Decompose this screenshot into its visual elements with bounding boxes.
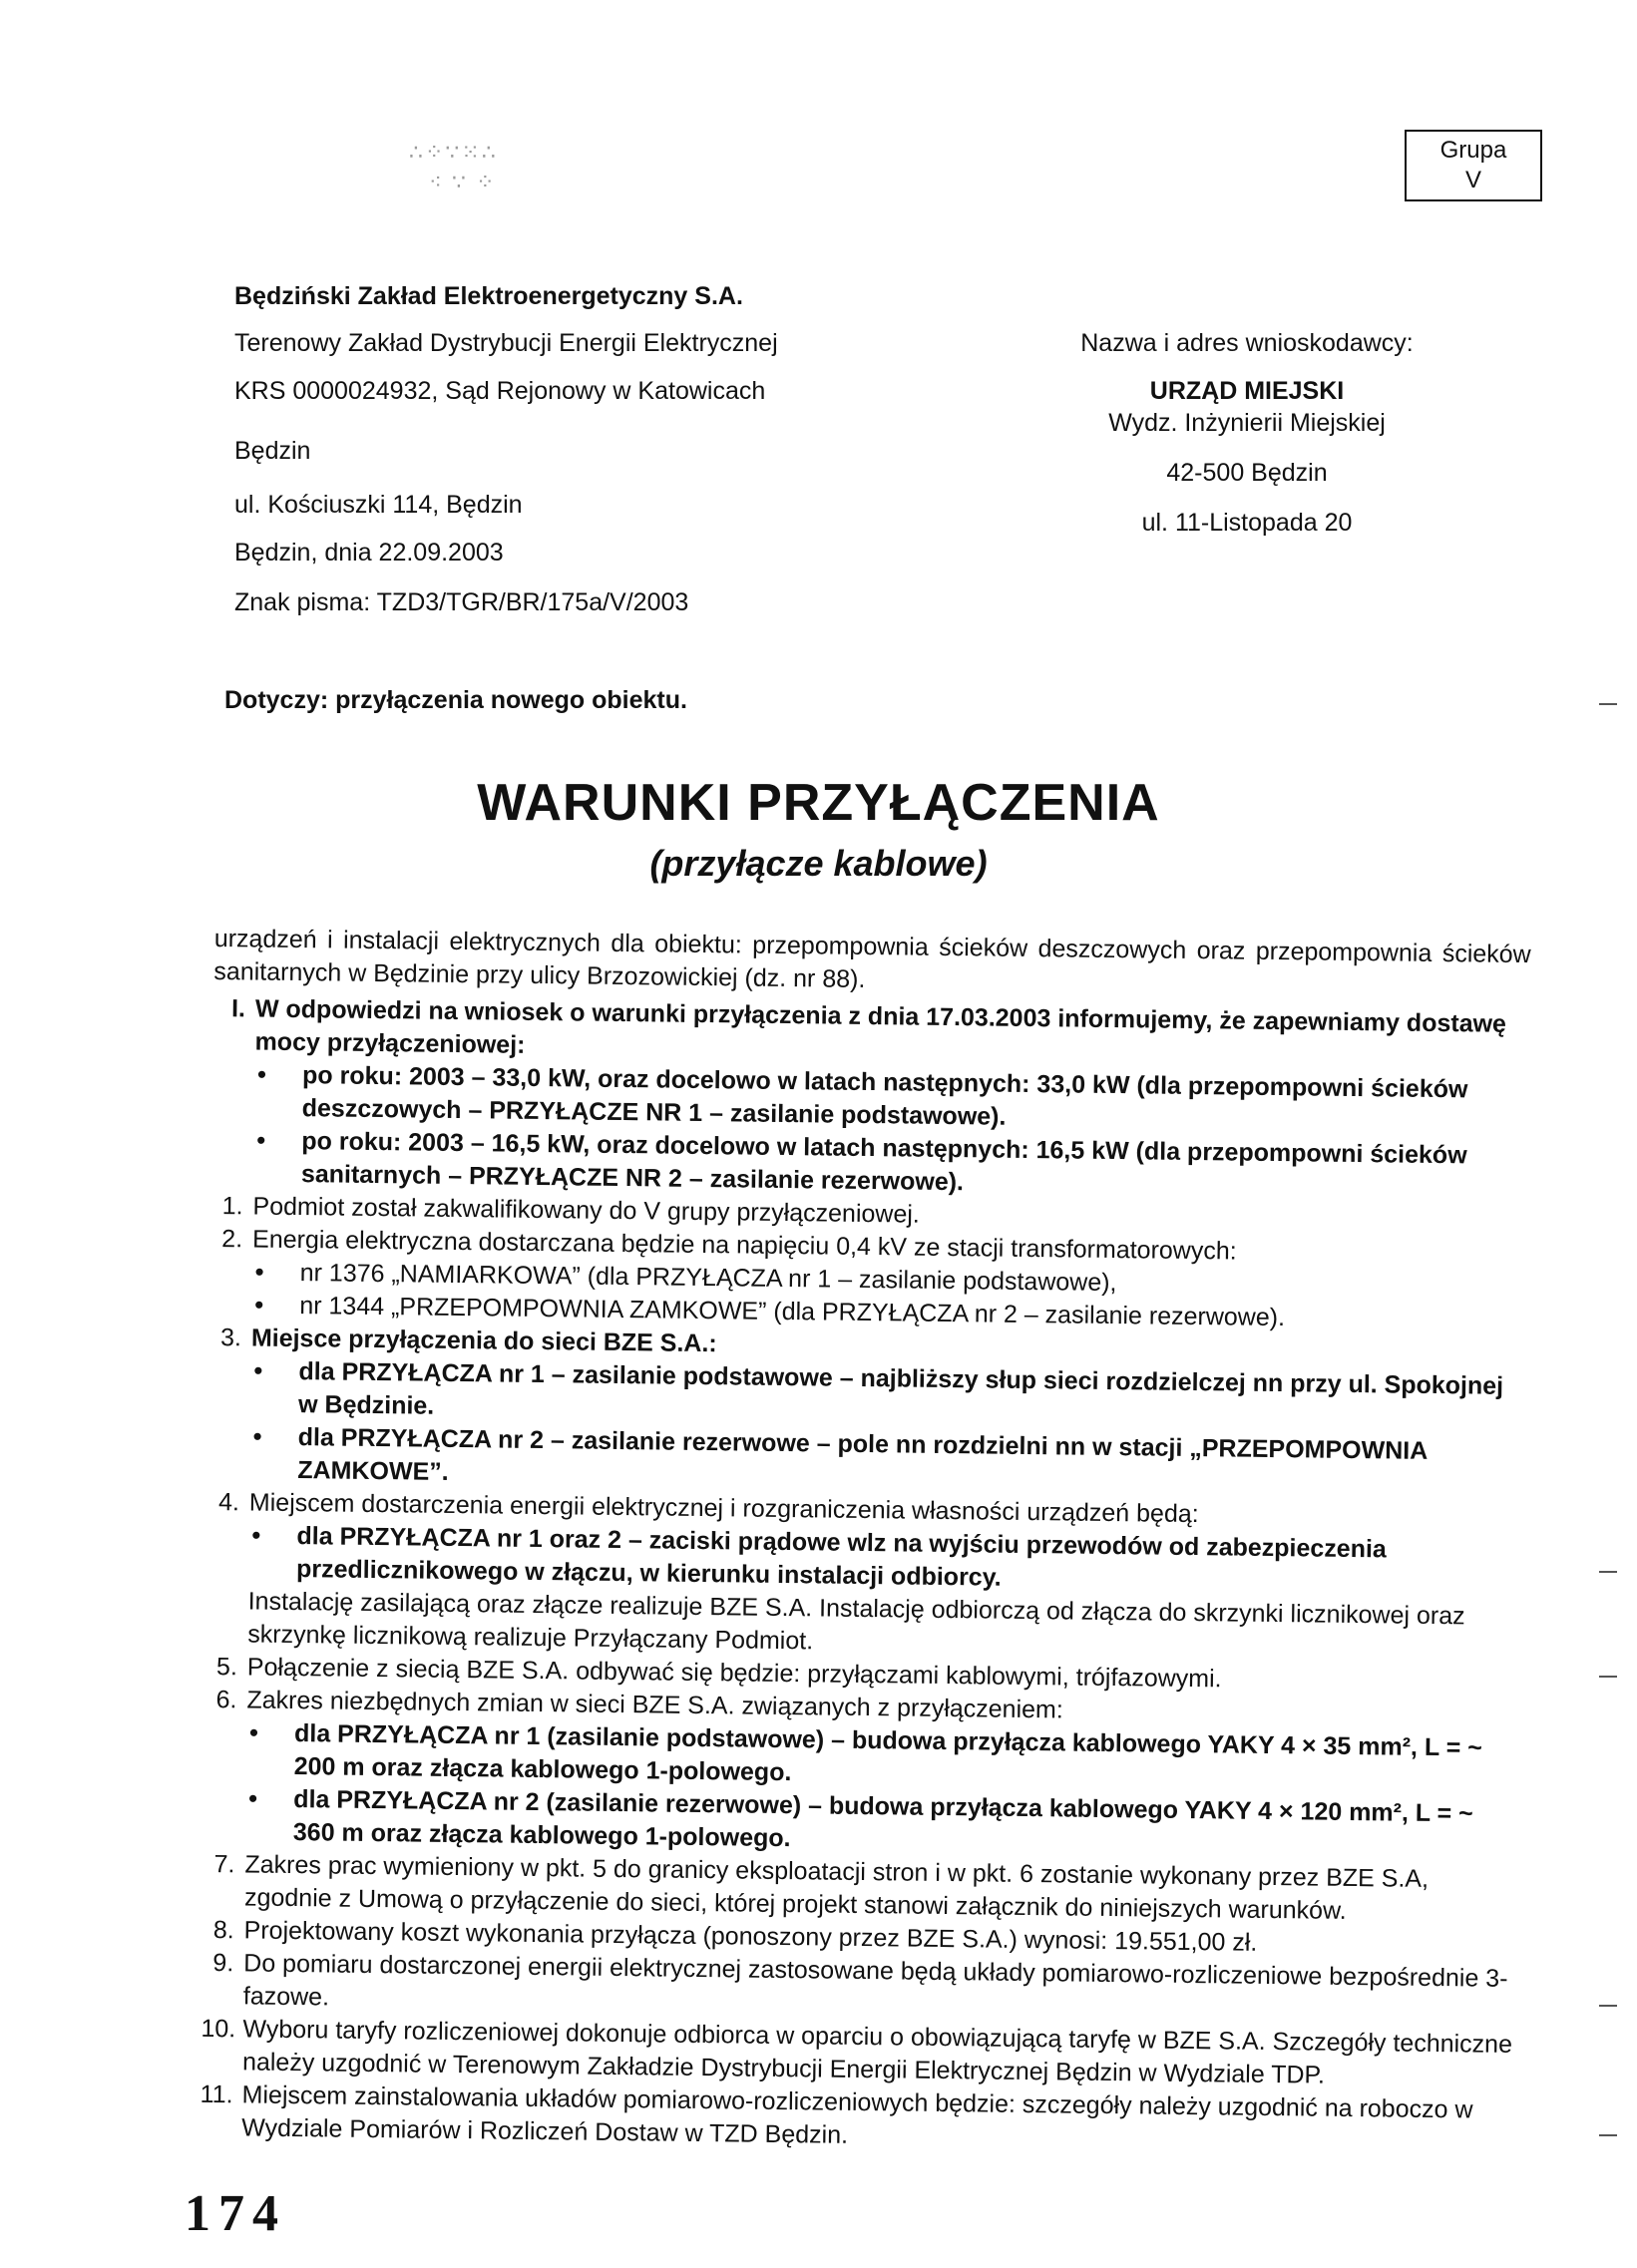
document-body [200,923,1531,2160]
sender-krs: KRS 0000024932, Sąd Rejonowy w Katowicach [234,377,766,405]
condition-bullet: • dla PRZYŁĄCZA nr 2 – zasilanie rezerwowe – pole nn rozdzielni nn w stacji „PRZEPOMPOWNIA ZAMKOWE”. [207,1420,1525,1502]
letter-date: Będzin, dnia 22.09.2003 [234,539,504,567]
scan-artifact: ⁖ ∵ ⁘ [429,170,497,194]
condition-text: Połączenie z siecią BZE S.A. odbywać się będzie: przyłączami kablowymi, trójfazowymi. [246,1653,1222,1694]
condition-text: Projektowany koszt wykonania przyłącza (ponoszony przez BZE S.A.) wynosi: 19.551,00 zł. [243,1916,1258,1957]
condition-bullet: • nr 1376 „NAMIARKOWA” (dla PRZYŁĄCZA nr 1 – zasilanie podstawowe), [210,1256,1527,1305]
margin-mark [1599,2134,1617,2136]
condition-number: 7. [213,1850,235,1879]
condition-number: 6. [215,1686,237,1714]
condition-text: Zakres niezbędnych zmian w sieci BZE S.A. związanych z przyłączeniem: [246,1686,1063,1724]
margin-mark [1599,1676,1617,1678]
document-subtitle: (przyłącze kablowe) [649,843,988,884]
sender-company: Będziński Zakład Elektroenergetyczny S.A. [234,282,743,310]
sender-city: Będzin [234,437,311,465]
condition-text: Do pomiaru dostarczonej energii elektrycznej zastosowane będą układy pomiarowo-rozliczeniowe bezpośrednie 3-fazowe. [242,1949,1508,2012]
section-i-number: I. [230,994,246,1023]
condition-bullet: • dla PRZYŁĄCZA nr 1 – zasilanie podstawowe – najbliższy słup sieci rozdzielczej nn przy ul. Spokojnej w Będzinie. [208,1354,1526,1436]
intro-paragraph: urządzeń i instalacji elektrycznych dla obiektu: przepompownia ścieków deszczowych oraz przepompownia ścieków sanitarnych w Będzinie przy ulicy Brzozowickiej (dz. nr 88). [213,924,1531,993]
condition-number: 4. [217,1488,240,1517]
condition-number: 10. [201,2014,236,2044]
subject-line: Dotyczy: przyłączenia nowego obiektu. [224,686,687,714]
condition-text: Miejscem zainstalowania układów pomiarowo-rozliczeniowych będzie: szczegóły należy uzgodnić na roboczo w Wydziale Pomiarów i Rozliczeń Dostaw w TZD Będzin. [241,2080,1473,2149]
margin-mark [1599,1571,1617,1573]
condition-number: 9. [212,1949,234,1978]
sender-street: ul. Kościuszki 114, Będzin [234,491,523,519]
condition-note: Instalację zasilającą oraz złącze realizuje BZE S.A. Instalację odbiorczą od złącza do skrzynki licznikowej oraz skrzynkę licznikową realizuje Przyłączany Podmiot. [247,1587,1465,1656]
condition-text: Wyboru taryfy rozliczeniowej dokonuje odbiorca w oparciu o obowiązującą taryfę w BZE S.A. Szczegóły techniczne należy uzgodnić w Terenowym Zakładzie Dystrybucji Energii Elektrycznej Będzin w Wydziale TDP. [241,2015,1513,2089]
condition-text: Podmiot został zakwalifikowany do V grupy przyłączeniowej. [252,1192,921,1229]
condition-number: 5. [215,1653,238,1682]
condition-item [205,1486,1524,1667]
condition-item [207,1322,1526,1502]
margin-mark [1599,703,1617,705]
power-bullet-2: • po roku: 2003 – 16,5 kW, oraz docelowo w latach następnych: 16,5 kW (dla przepompowni ścieków sanitarnych – PRZYŁĄCZE NR 2 – zasilanie rezerwowe). [211,1124,1529,1206]
letter-reference: Znak pisma: TZD3/TGR/BR/175a/V/2003 [234,588,689,616]
condition-text: Zakres prac wymieniony w pkt. 5 do granicy eksploatacji stron i w pkt. 6 zostanie wykonany przez BZE S.A, zgodnie z Umową o przyłączenie do sieci, której projekt stanowi załącznik do niniejszych warunków. [243,1850,1430,1925]
condition-bullet: • dla PRZYŁĄCZA nr 1 (zasilanie podstawowe) – budowa przyłącza kablowego YAKY 4 × 35 mm², L = ~ 200 m oraz złącza kablowego 1-polowego. [204,1716,1521,1798]
group-box-value: V [1464,167,1481,193]
condition-bullet: • dla PRZYŁĄCZA nr 1 oraz 2 – zaciski prądowe wlz na wyjściu przewodów od zabezpieczenia przedlicznikowego w złączu, w kierunku instalacji odbiorcy. [206,1519,1524,1601]
condition-bullet: • nr 1344 „PRZEPOMPOWNIA ZAMKOWE” (dla PRZYŁĄCZA nr 2 – zasilanie rezerwowe). [209,1289,1526,1337]
condition-text: Miejscem dostarczenia energii elektrycznej i rozgraniczenia własności urządzeń będą: [248,1488,1199,1529]
condition-number: 8. [212,1916,234,1945]
condition-number: 11. [200,2079,233,2109]
margin-mark [1599,2005,1617,2007]
group-box-label: Grupa [1439,137,1507,164]
page-number: 174 [185,2185,286,2242]
document-title: WARUNKI PRZYŁĄCZENIA [477,774,1160,832]
applicant-name: URZĄD MIEJSKI [1149,377,1345,405]
sender-division: Terenowy Zakład Dystrybucji Energii Elektrycznej [234,329,778,357]
conditions-list [200,1190,1528,2160]
scan-artifact: ∴⁘∵⁙∴ [409,140,498,165]
section-i-text: W odpowiedzi na wniosek o warunki przyłączenia z dnia 17.03.2003 informujemy, że zapewniamy dostawę mocy przyłączeniowej: [254,994,1507,1059]
condition-bullet: • dla PRZYŁĄCZA nr 2 (zasilanie rezerwowe) – budowa przyłącza kablowego YAKY 4 × 120 mm², L = ~ 360 m oraz złącza kablowego 1-polowego. [204,1782,1521,1864]
condition-number: 1. [221,1192,243,1221]
condition-number: 3. [219,1323,242,1352]
condition-number: 2. [221,1225,243,1254]
condition-item [204,1684,1522,1864]
condition-text: Miejsce przyłączenia do sieci BZE S.A.: [250,1323,717,1358]
applicant-postal: 42-500 Będzin [1166,459,1328,487]
applicant-department: Wydz. Inżynierii Miejskiej [1108,409,1386,437]
applicant-heading: Nazwa i adres wnioskodawcy: [1080,329,1414,357]
condition-text: Energia elektryczna dostarczana będzie na napięciu 0,4 kV ze stacji transformatorowych: [251,1225,1237,1266]
condition-item [209,1223,1527,1337]
power-bullet-1: • po roku: 2003 – 33,0 kW, oraz docelowo w latach następnych: 33,0 kW (dla przepompowni ścieków deszczowych – PRZYŁĄCZE NR 1 – zasilanie podstawowe). [212,1058,1530,1140]
group-box [1405,130,1542,201]
applicant-street: ul. 11-Listopada 20 [1141,509,1353,537]
